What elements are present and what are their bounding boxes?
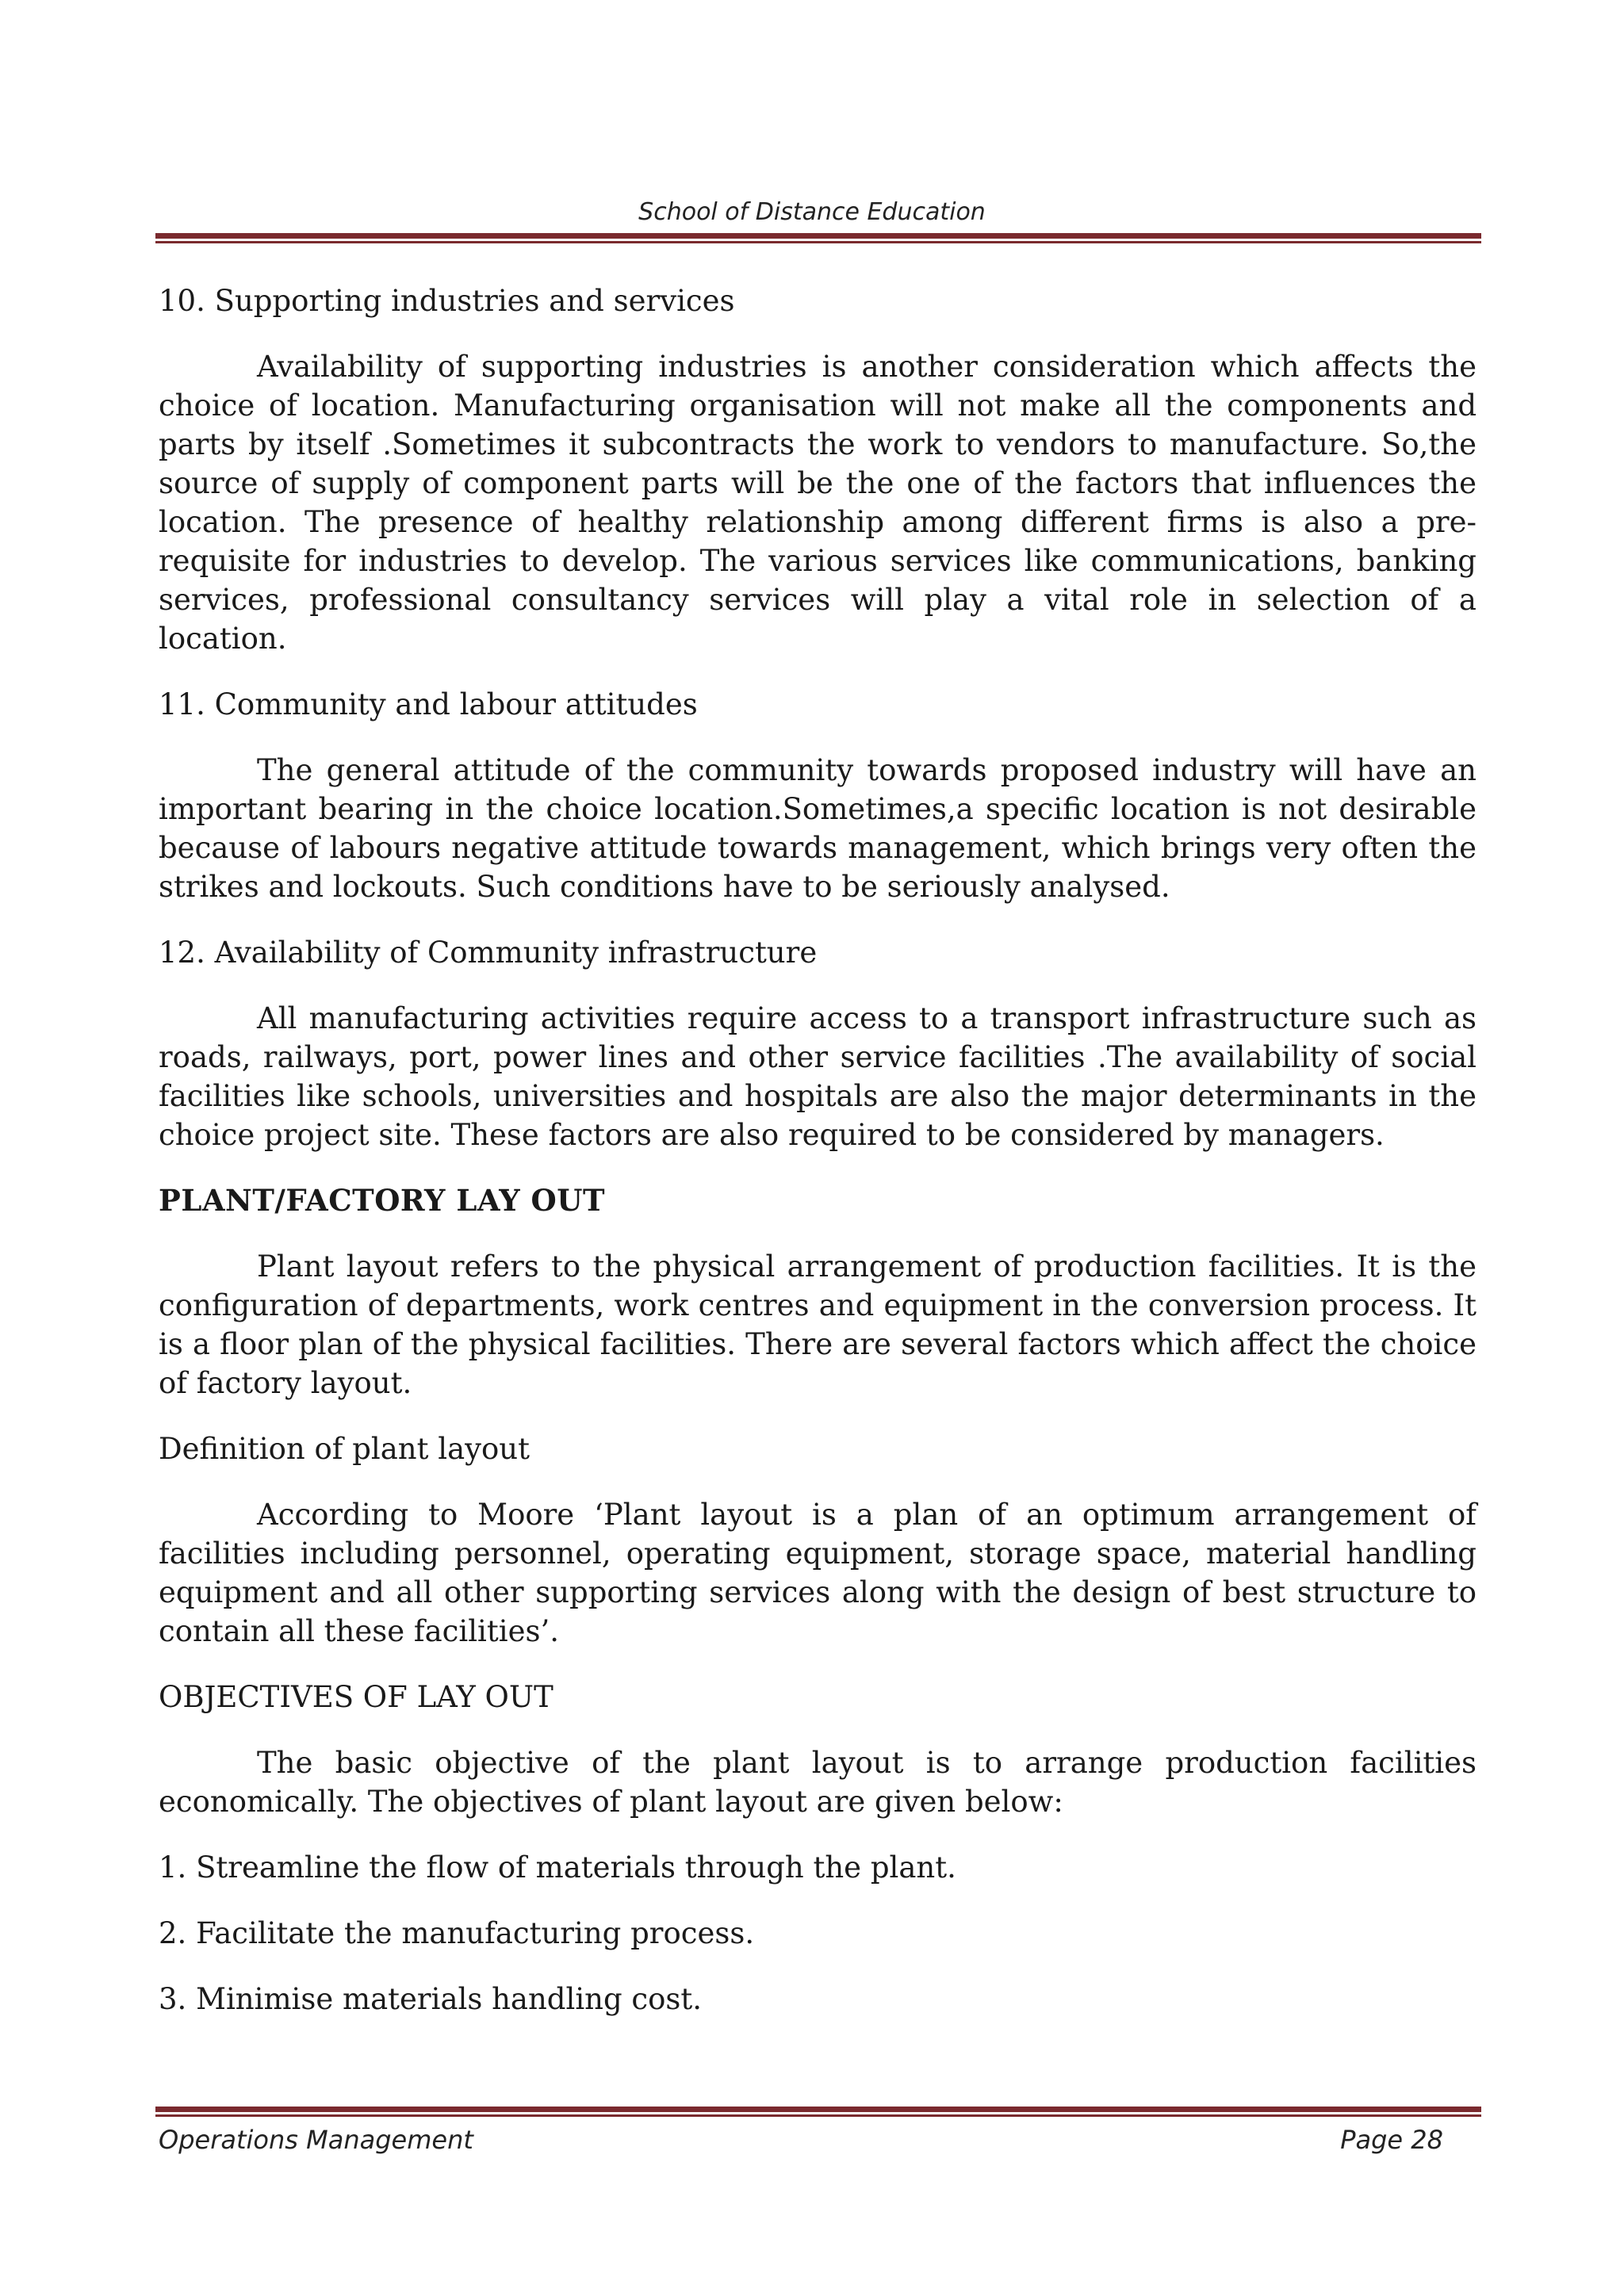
objectives-heading: OBJECTIVES OF LAY OUT — [159, 1680, 553, 1714]
header-rule-thin — [155, 241, 1481, 243]
plant-layout-paragraph: Plant layout refers to the physical arrangement of production facilities. It is the configuration of departments, work centres and equipment in the conversion process. It is a floor plan of the physical facilities. There are several factors which affect the choice of factory layout. — [159, 1249, 1477, 1400]
objective-item: 2. Facilitate the manufacturing process. — [159, 1916, 755, 1950]
plant-layout-heading: PLANT/FACTORY LAY OUT — [159, 1183, 606, 1218]
section-paragraph-11: The general attitude of the community towards proposed industry will have an important bearing in the choice location.Sometimes,a specific location is not desirable because of labours negative attitude towards management, which brings very often the strikes and lockouts. Such conditions have to be seriously analysed. — [159, 753, 1477, 904]
section-paragraph-12: All manufacturing activities require access to a transport infrastructure such as roads, railways, port, power lines and other service facilities .The availability of social facilities like schools, universities and hospitals are also the major determinants in the choice project site. These factors are also required to be considered by managers. — [159, 1001, 1477, 1152]
header-rule — [155, 233, 1481, 243]
footer-rule-thin — [155, 2114, 1481, 2117]
header-rule-thick — [155, 233, 1481, 239]
footer-rule — [155, 2107, 1481, 2117]
footer-page-number: Page 28 — [1340, 2125, 1443, 2155]
footer-rule-thick — [155, 2107, 1481, 2112]
definition-paragraph: According to Moore ‘Plant layout is a plan of an optimum arrangement of facilities including personnel, operating equipment, storage space, material handling equipment and all other supporting services along with the design of best structure to contain all these facilities’. — [159, 1498, 1477, 1648]
section-heading-12: 12. Availability of Community infrastructure — [159, 936, 818, 970]
objective-item: 3. Minimise materials handling cost. — [159, 1982, 703, 2016]
section-heading-11: 11. Community and labour attitudes — [159, 687, 698, 721]
document-body — [159, 281, 1477, 2045]
header-title: School of Distance Education — [638, 198, 986, 226]
objectives-paragraph: The basic objective of the plant layout is to arrange production facilities economically. The objectives of plant layout are given below: — [159, 1746, 1477, 1819]
footer-course-title: Operations Management — [159, 2125, 473, 2155]
section-paragraph-10: Availability of supporting industries is another consideration which affects the choice of location. Manufacturing organisation will not make all the components and parts by itself .Sometimes it subcontracts the work to vendors to manufacture. So,the source of supply of component parts will be the one of the factors that influences the location. The presence of healthy relationship among different firms is also a pre-requisite for industries to develop. The various services like communications, banking services, professional consultancy services will play a vital role in selection of a location. — [159, 350, 1477, 656]
section-heading-10: 10. Supporting industries and services — [159, 284, 735, 318]
definition-heading: Definition of plant layout — [159, 1432, 530, 1466]
objective-item: 1. Streamline the flow of materials through the plant. — [159, 1850, 956, 1885]
